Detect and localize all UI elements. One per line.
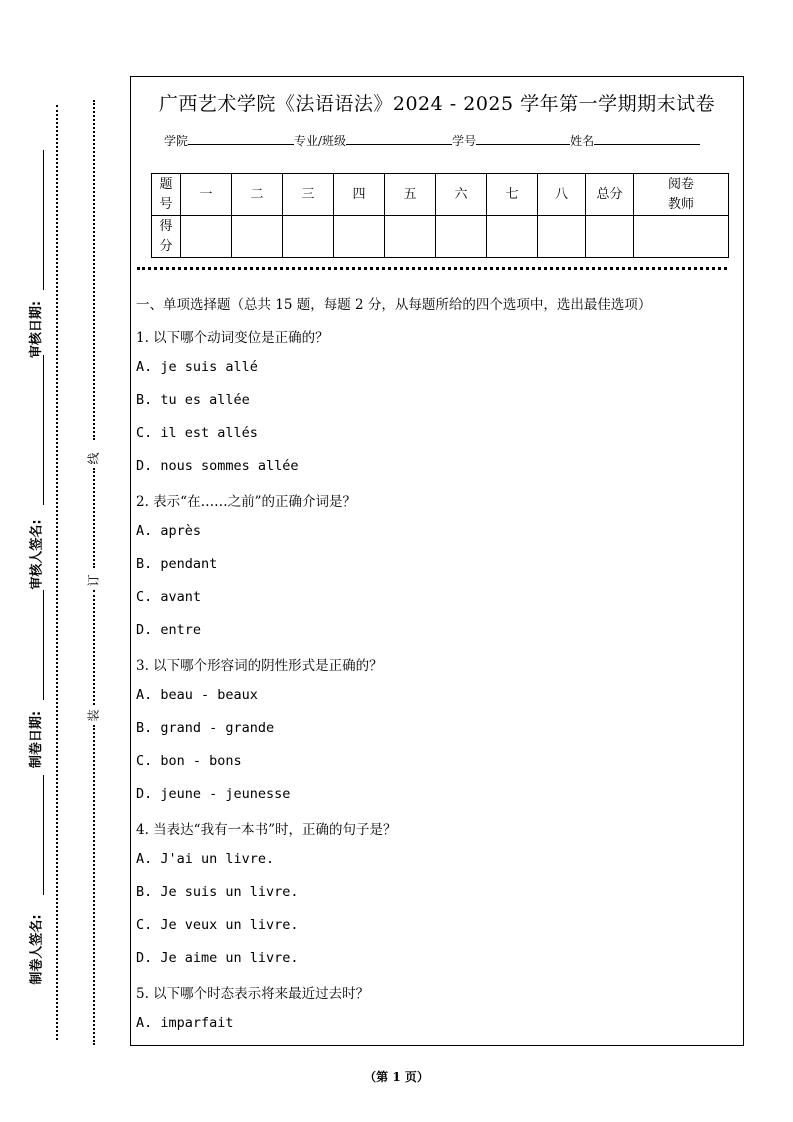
mark-zhuang: 装: [86, 709, 101, 722]
header-col-5: 五: [385, 174, 436, 216]
header-question-number: 题 号: [152, 174, 181, 216]
question-1-option-d: D. nous sommes allée: [136, 458, 299, 474]
question-1-option-b: B. tu es allée: [136, 392, 250, 408]
college-field[interactable]: [188, 132, 294, 145]
score-cell-grader[interactable]: [634, 216, 729, 258]
header-col-7: 七: [487, 174, 538, 216]
question-4-option-c: C. Je veux un livre.: [136, 917, 299, 933]
question-3-option-c: C. bon - bons: [136, 753, 242, 769]
score-cell-5[interactable]: [385, 216, 436, 258]
question-4-option-b: B. Je suis un livre.: [136, 884, 299, 900]
question-1-stem: 1. 以下哪个动词变位是正确的？: [136, 330, 329, 346]
question-5-option-a: A. imparfait: [136, 1015, 234, 1031]
cut-line-segment-2: [93, 468, 95, 568]
signature-line-reviewer: [43, 355, 44, 505]
question-4-option-a: A. J'ai un livre.: [136, 851, 275, 867]
question-2-option-c: C. avant: [136, 589, 202, 605]
question-2-stem: 2. 表示“在……之前”的正确介词是？: [136, 494, 356, 510]
score-cell-4[interactable]: [334, 216, 385, 258]
mark-xian: 线: [86, 452, 101, 465]
question-2-option-b: B. pendant: [136, 556, 218, 572]
label-exam-date: 制卷日期:: [29, 710, 45, 769]
label-major-class: 专业/班级: [294, 134, 347, 148]
label-name: 姓名: [570, 134, 595, 148]
label-review-date: 审核日期:: [29, 300, 45, 359]
dotted-separator: [137, 267, 727, 270]
header-col-3: 三: [283, 174, 334, 216]
label-reviewer-signature: 审核人签名:: [29, 519, 45, 590]
section-1-heading: 一、单项选择题（总共 15 题，每题 2 分，从每题所给的四个选项中，选出最佳选项）: [136, 297, 652, 313]
score-table: [151, 173, 729, 258]
header-col-2: 二: [232, 174, 283, 216]
major-class-field[interactable]: [346, 132, 452, 145]
label-exam-maker-signature: 制卷人签名:: [29, 914, 45, 985]
header-total: 总分: [586, 174, 634, 216]
score-table-score-row: [152, 216, 729, 258]
score-cell-7[interactable]: [487, 216, 538, 258]
score-table-header-row: [152, 174, 729, 216]
score-cell-2[interactable]: [232, 216, 283, 258]
exam-title: 广西艺术学院《法语语法》2024 - 2025 学年第一学期期末试卷: [158, 93, 716, 115]
student-id-field[interactable]: [476, 132, 570, 145]
label-student-id: 学号: [452, 134, 477, 148]
cut-line-segment-3: [93, 590, 95, 705]
cut-line-segment-1: [93, 100, 95, 440]
header-col-8: 八: [538, 174, 586, 216]
question-3-option-a: A. beau - beaux: [136, 687, 258, 703]
page-footer: （第 1 页）: [364, 1070, 429, 1084]
header-col-6: 六: [436, 174, 487, 216]
question-1-option-a: A. je suis allé: [136, 359, 258, 375]
student-info-row: [164, 132, 700, 149]
mark-ding: 订: [86, 574, 101, 587]
exam-frame: [130, 76, 744, 1046]
score-cell-3[interactable]: [283, 216, 334, 258]
header-grader: 阅卷 教师: [634, 174, 729, 216]
question-3-option-b: B. grand - grande: [136, 720, 275, 736]
score-cell-6[interactable]: [436, 216, 487, 258]
question-3-option-d: D. jeune - jeunesse: [136, 786, 291, 802]
question-3-stem: 3. 以下哪个形容词的阴性形式是正确的？: [136, 658, 383, 674]
question-4-option-d: D. Je aime un livre.: [136, 950, 299, 966]
signature-line-exam-date: [43, 590, 44, 700]
cut-line-segment-4: [93, 725, 95, 1045]
question-4-stem: 4. 当表达“我有一本书”时，正确的句子是？: [136, 822, 397, 838]
header-col-1: 一: [181, 174, 232, 216]
left-dotted-line: [56, 105, 58, 1040]
header-col-4: 四: [334, 174, 385, 216]
signature-line-review-date: [43, 150, 44, 290]
signature-line-exam-maker: [43, 775, 44, 895]
question-5-stem: 5. 以下哪个时态表示将来最近过去时？: [136, 986, 370, 1002]
score-cell-1[interactable]: [181, 216, 232, 258]
label-college: 学院: [164, 134, 189, 148]
score-cell-8[interactable]: [538, 216, 586, 258]
question-2-option-d: D. entre: [136, 622, 202, 638]
name-field[interactable]: [594, 132, 700, 145]
question-1-option-c: C. il est allés: [136, 425, 258, 441]
row-label-score: 得 分: [152, 216, 181, 258]
question-2-option-a: A. après: [136, 523, 202, 539]
score-cell-total[interactable]: [586, 216, 634, 258]
